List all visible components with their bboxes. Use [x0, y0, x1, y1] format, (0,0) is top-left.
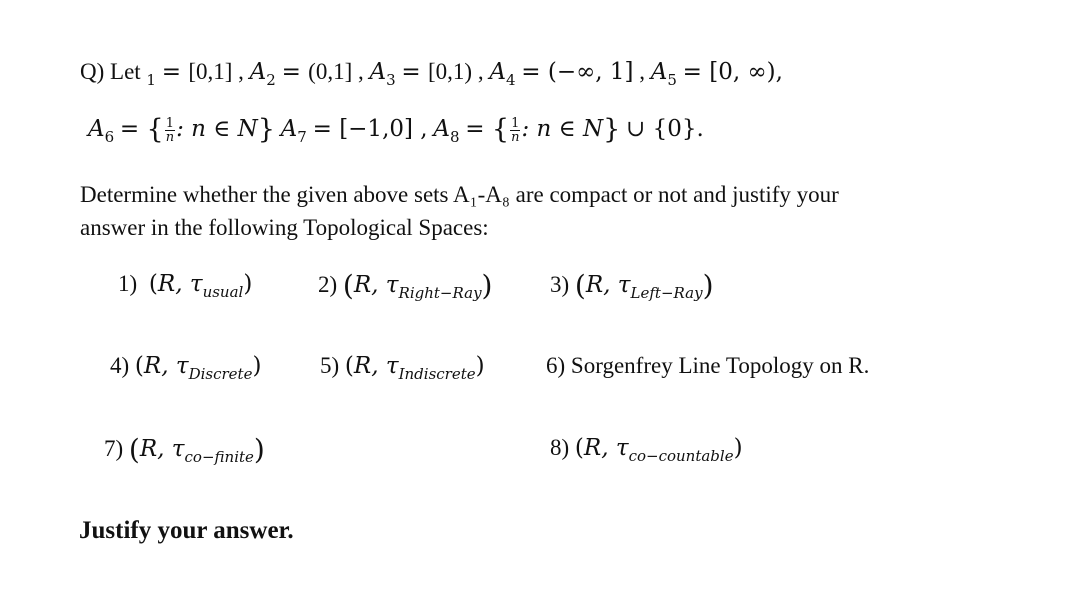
set-a3-value: [0,1): [428, 59, 473, 84]
a8-fraction: $\frac{1}{n}$: [511, 115, 520, 146]
set-a5-value: [0, ∞),: [709, 59, 783, 85]
set-a6-name: $A_6$: [88, 116, 115, 146]
space-3: 3) (R, $\tau_{Left-Ray}$): [550, 269, 714, 302]
space-7: 7) (R, $\tau_{co-finite}$): [104, 433, 265, 466]
set-a3-name: $A_3$: [369, 59, 396, 89]
a8-union: ∪ {0}.: [626, 116, 704, 142]
instruction-line-2: answer in the following Topological Spaces:: [80, 215, 489, 240]
a8-condition: : n ∈ N: [521, 116, 604, 142]
set-a4-name: $A_4$: [489, 59, 516, 89]
a6-fraction: $\frac{1}{n}$: [165, 115, 175, 146]
set-a2-name: $A_2$: [249, 59, 276, 89]
space-1: 1) (R, $\tau_{usual}$): [118, 271, 253, 301]
justify-footer: Justify your answer.: [79, 517, 294, 544]
question-prefix: Q) Let: [80, 59, 141, 84]
a6-condition: : n ∈ N: [176, 116, 258, 142]
space-4: 4) (R, $\tau_{Discrete}$): [110, 353, 262, 383]
space-6: 6) Sorgenfrey Line Topology on R.: [546, 353, 870, 378]
set-a8-name: $A_8$: [433, 116, 460, 146]
space-5: 5) (R, $\tau_{Indiscrete}$): [320, 353, 485, 383]
set-a4-value: (−∞, 1]: [547, 59, 634, 85]
set-a5-name: $A_5$: [650, 59, 677, 89]
set-a2-value: (0,1]: [308, 59, 353, 84]
space-8: 8) (R, $\tau_{co-countable}$): [550, 435, 743, 465]
set-a1-value: [0,1]: [188, 59, 233, 84]
space-2: 2) (R, $\tau_{Right-Ray}$): [318, 269, 493, 302]
instruction-line-1: Determine whether the given above sets A₁-A₈ are compact or not and justify your: [80, 182, 839, 207]
question-line-2: $A_6$ = { $\frac{1}{n}$ : n ∈ N} $A_7 = [-1,0]$ , $A_8$ = { $\frac{1}{n}$ : n ∈ N} ∪ {0}.: [88, 114, 704, 146]
set-a7-value: [−1,0] ,: [339, 116, 428, 142]
question-line-1: Q) Let $_1$ = [0,1] , $A_2 = (0,1]$ , $A_3 = [0,1)$ , $A_4$ = (−∞, 1] , $A_5 = [0$, ∞),: [80, 59, 783, 89]
set-a7-name: $A_7$: [280, 116, 307, 146]
